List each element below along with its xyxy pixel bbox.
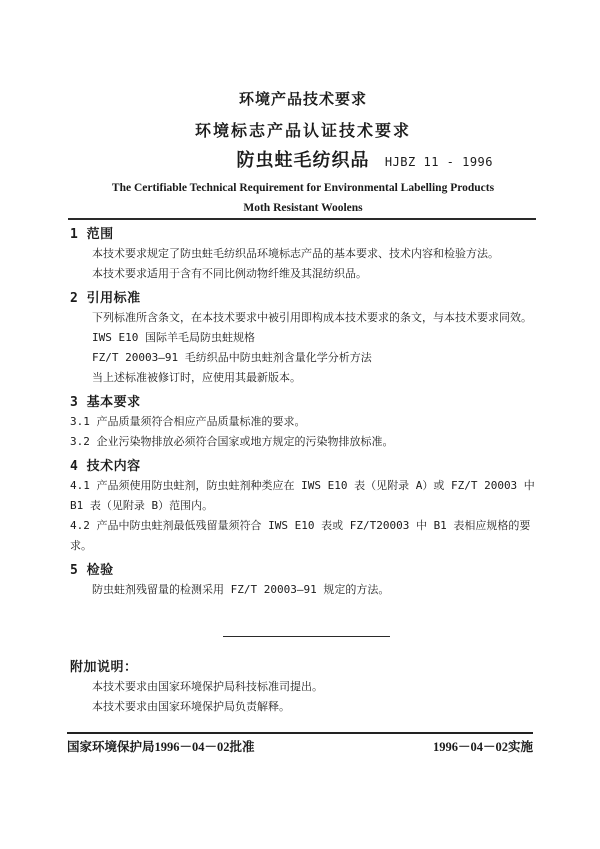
footer bbox=[67, 732, 533, 755]
section-3-heading: 3 基本要求 bbox=[70, 395, 141, 410]
section-1-paragraph: 本技术要求规定了防虫蛀毛纺织品环境标志产品的基本要求、技术内容和检验方法。 bbox=[92, 247, 499, 260]
clause-3-2: 3.2 企业污染物排放必须符合国家或地方规定的污染物排放标准。 bbox=[70, 435, 394, 448]
clause-3-1: 3.1 产品质量须符合相应产品质量标准的要求。 bbox=[70, 415, 306, 428]
section-4-heading: 4 技术内容 bbox=[70, 459, 141, 474]
section-2-reference-item: FZ/T 20003—91 毛纺织品中防虫蛀剂含量化学分析方法 bbox=[92, 351, 372, 364]
footer-implementation-date: 1996－04－02实施 bbox=[432, 740, 533, 754]
title-cn-line2: 环境标志产品认证技术要求 bbox=[194, 121, 411, 140]
section-5-paragraph: 防虫蛀剂残留量的检测采用 FZ/T 20003—91 规定的方法。 bbox=[92, 583, 390, 596]
clause-4-2: 4.2 产品中防虫蛀剂最低残留量须符合 IWS E10 表或 FZ/T20003 中 B1 表相应规格的要求。 bbox=[70, 519, 531, 552]
header-divider bbox=[68, 218, 536, 220]
footer-approval-text: 国家环境保护局1996－04－02批准 bbox=[67, 740, 255, 754]
standard-number: HJBZ 11 - 1996 bbox=[384, 155, 493, 169]
clause-4-1: 4.1 产品须使用防虫蛀剂，防虫蛀剂种类应在 IWS E10 表（见附录 A）或 FZ/T 20003 中 B1 表（见附录 B）范围内。 bbox=[70, 479, 535, 512]
document-subject-title: 防虫蛀毛纺织品 bbox=[236, 150, 370, 171]
title-en-line1: The Certifiable Technical Requirement for Environmental Labelling Products bbox=[111, 182, 495, 194]
title-cn-line1: 环境产品技术要求 bbox=[238, 90, 367, 108]
section-end-divider bbox=[223, 636, 390, 637]
title-en-line2: Moth Resistant Woolens bbox=[243, 202, 363, 214]
additional-note-heading: 附加说明： bbox=[70, 660, 138, 675]
section-2-paragraph: 下列标准所含条文，在本技术要求中被引用即构成本技术要求的条文，与本技术要求同效。 bbox=[92, 311, 532, 324]
section-5-heading: 5 检验 bbox=[70, 563, 114, 578]
additional-note-line: 本技术要求由国家环境保护局科技标准司提出。 bbox=[92, 680, 323, 693]
footer-row bbox=[67, 734, 533, 755]
section-2-heading: 2 引用标准 bbox=[70, 291, 141, 306]
section-1-paragraph: 本技术要求适用于含有不同比例动物纤维及其混纺织品。 bbox=[92, 267, 367, 280]
additional-note-line: 本技术要求由国家环境保护局负责解释。 bbox=[92, 700, 290, 713]
section-2-reference-item: IWS E10 国际羊毛局防虫蛀规格 bbox=[92, 331, 255, 344]
section-2-paragraph: 当上述标准被修订时，应使用其最新版本。 bbox=[92, 371, 301, 384]
title-subject-row bbox=[70, 150, 536, 172]
section-1-heading: 1 范围 bbox=[70, 227, 114, 242]
